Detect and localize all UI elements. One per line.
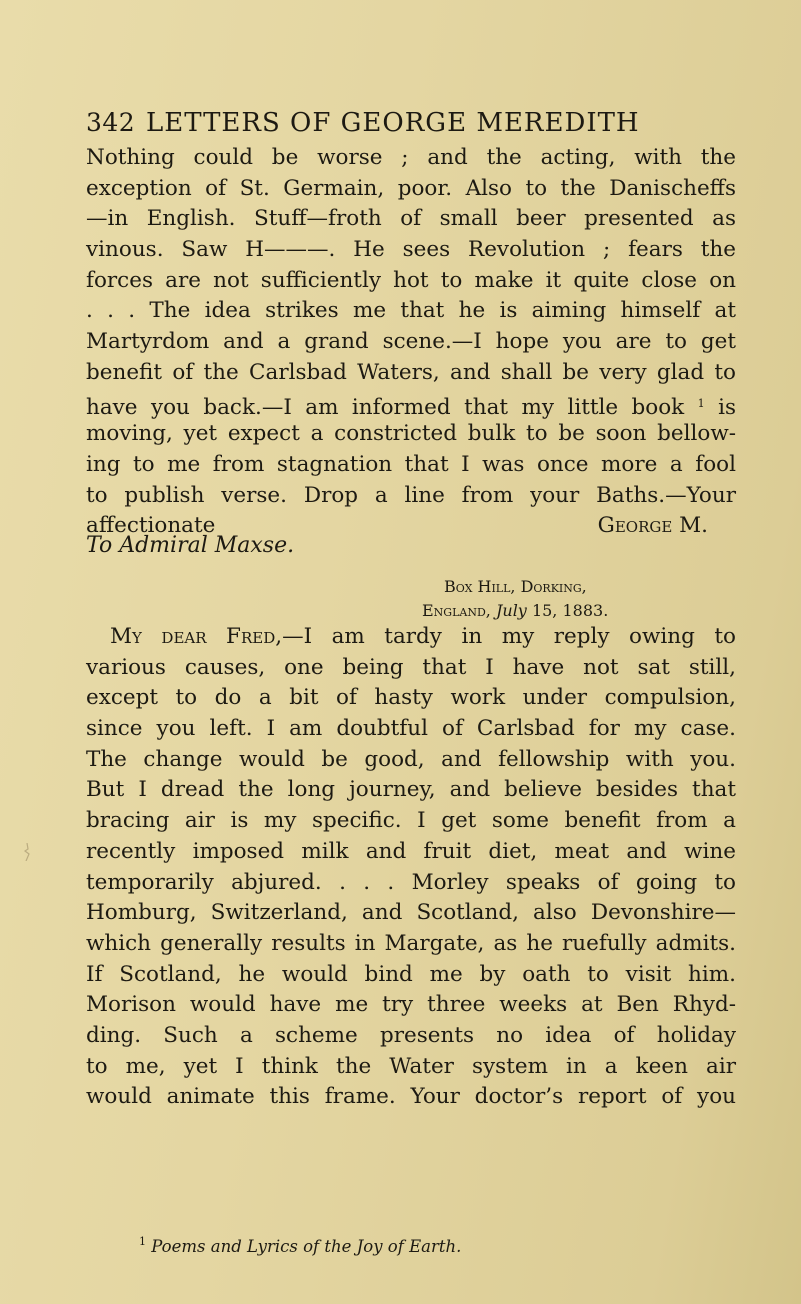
footnote xyxy=(139,1235,461,1256)
margin-smudge xyxy=(22,843,32,861)
text-line: If Scotland, he would bind me by oath to visit him. xyxy=(86,961,736,987)
text-line: to publish verse. Drop a line from your Baths.—Your xyxy=(86,482,736,508)
text-line: The change would be good, and fellowship with you. xyxy=(86,746,736,772)
text-line: moving, yet expect a constricted bulk to be soon bellow- xyxy=(86,421,736,447)
text-line-with-footnote-ref: have you back.—I am informed that my little book $^1$ is xyxy=(86,394,736,420)
text-line: temporarily abjured. . . . Morley speaks of going to xyxy=(86,869,736,895)
letter-heading: To Admiral Maxse. xyxy=(86,533,295,558)
letter-address xyxy=(422,575,609,620)
text-line: forces are not sufficiently hot to make it quite close on xyxy=(86,267,736,293)
text-line: Homburg, Switzerland, and Scotland, also Devonshire— xyxy=(86,900,736,926)
text-line: benefit of the Carlsbad Waters, and shall be very glad to xyxy=(86,359,736,385)
text-line: exception of St. Germain, poor. Also to the Danischeffs xyxy=(86,175,736,201)
text-line: since you left. I am doubtful of Carlsbad for my case. xyxy=(86,716,736,742)
page-number: 342 xyxy=(86,108,136,137)
text-line: ding. Such a scheme presents no idea of holiday xyxy=(86,1022,736,1048)
text-line: But I dread the long journey, and believe besides that xyxy=(86,777,736,803)
letter-continuation xyxy=(86,143,736,542)
text-line: —in English. Stuff—froth of small beer presented as xyxy=(86,206,736,232)
text-line: to me, yet I think the Water system in a keen air xyxy=(86,1053,736,1079)
running-title: LETTERS OF GEORGE MEREDITH xyxy=(146,108,640,138)
text-line: bracing air is my specific. I get some benefit from a xyxy=(86,808,736,834)
text-line: various causes, one being that I have not sat still, xyxy=(86,654,736,680)
address-line: Box Hill, Dorking, xyxy=(444,577,587,596)
text-line: Martyrdom and a grand scene.—I hope you are to get xyxy=(86,329,736,355)
salutation-line: My dear Fred,—I am tardy in my reply owing to xyxy=(110,624,736,649)
text-line: which generally results in Margate, as he ruefully admits. xyxy=(86,930,736,956)
footnote-marker: 1 xyxy=(139,1235,146,1248)
address-date-line: England, July 15, 1883. xyxy=(422,601,609,620)
text-line: would animate this frame. Your doctor’s report of you xyxy=(86,1084,736,1110)
salutation: My dear Fred, xyxy=(110,624,283,649)
text-line: Nothing could be worse ; and the acting, with the xyxy=(86,145,736,170)
text-line: recently imposed milk and fruit diet, meat and wine xyxy=(86,838,736,864)
footnote-text: Poems and Lyrics of the Joy of Earth. xyxy=(151,1237,462,1256)
closing-word: affectionate xyxy=(86,513,216,539)
text-line: vinous. Saw H———. He sees Revolution ; fears the xyxy=(86,237,736,263)
running-header xyxy=(86,108,736,148)
text-line: except to do a bit of hasty work under compulsion, xyxy=(86,685,736,711)
text-line: ing to me from stagnation that I was once more a fool xyxy=(86,451,736,477)
signature: George M. xyxy=(597,513,708,539)
text-line: Morison would have me try three weeks at Ben Rhyd- xyxy=(86,992,736,1018)
footnote-reference: 1 xyxy=(697,396,705,410)
text-line: . . . The idea strikes me that he is aiming himself at xyxy=(86,298,736,324)
letter-body xyxy=(86,622,736,1113)
